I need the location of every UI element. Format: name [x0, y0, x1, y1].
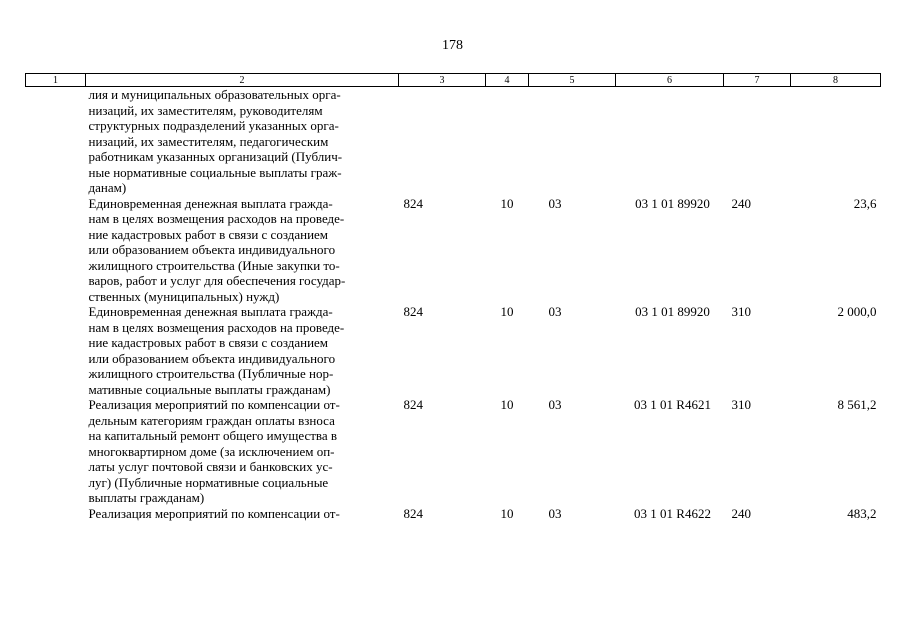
description-line: Реализация мероприятий по компенсации от-: [88, 505, 340, 521]
target-article-cell: 03 1 01 89920: [635, 195, 710, 211]
description-line: данам): [88, 180, 127, 195]
description-line: ние кадастровых работ в связи с созданием: [88, 335, 329, 350]
description-line: многоквартирном доме (за исключением оп-: [88, 443, 335, 459]
amount-cell: 8 561,2: [837, 397, 877, 412]
description-line: ственных (муниципальных) нужд): [88, 288, 280, 304]
description-line: или образованием объекта индивидуального: [88, 350, 336, 366]
target-article-cell: 03 1 01 R4622: [634, 505, 711, 521]
section-code-cell: 10: [500, 505, 514, 521]
description-cell: [86, 304, 399, 397]
column-number-8: 8: [791, 74, 881, 87]
description-line: ные нормативные социальные выплаты граж-: [88, 164, 342, 180]
budget-table: [25, 73, 881, 521]
expense-type-cell: 310: [731, 397, 751, 412]
target-article-cell: 03 1 01 R4621: [634, 397, 711, 412]
amount-cell: 483,2: [847, 505, 877, 521]
target-article-cell: 03 1 01 89920: [635, 304, 710, 319]
description-cell: [86, 196, 399, 305]
column-number-1: 1: [26, 74, 86, 87]
subsection-code-cell: [529, 87, 616, 196]
description-line: работникам указанных организаций (Публич-: [88, 149, 343, 164]
description-line: жилищного строительства (Иные закупки то-: [88, 257, 340, 273]
subsection-code-cell: 03: [548, 195, 562, 211]
row-index-cell: [26, 87, 86, 196]
description-line: Реализация мероприятий по компенсации от-: [88, 397, 340, 412]
description-cell: [86, 87, 399, 196]
description-line: варов, работ и услуг для обеспечения государ-: [88, 273, 346, 288]
description-line: мативные социальные выплаты гражданам): [88, 381, 331, 397]
table-row: [26, 304, 881, 397]
description-line: структурных подразделений указанных орга-: [88, 118, 339, 133]
description-cell: [86, 506, 399, 522]
ministry-code-cell: 824: [403, 397, 423, 412]
table-row: [26, 397, 881, 506]
description-line: низаций, их заместителям, педагогическим: [88, 133, 329, 149]
section-code-cell: 10: [500, 397, 514, 412]
subsection-code-cell: 03: [548, 304, 562, 319]
row-index-cell: [26, 196, 86, 305]
description-line: Единовременная денежная выплата гражда-: [88, 304, 333, 319]
description-line: выплаты гражданам): [88, 490, 205, 505]
description-line: луг) (Публичные нормативные социальные: [88, 474, 329, 490]
row-index-cell: [26, 506, 86, 522]
description-line: латы услуг почтовой связи и банковских ус-: [88, 459, 333, 474]
amount-cell: 23,6: [853, 195, 877, 211]
ministry-code-cell: [399, 87, 486, 196]
table-row: [26, 87, 881, 196]
subsection-code-cell: 03: [548, 505, 562, 521]
column-number-row: [26, 74, 881, 87]
column-number-4: 4: [486, 74, 529, 87]
description-line: жилищного строительства (Публичные нор-: [88, 366, 334, 381]
expense-type-cell: 240: [731, 195, 751, 211]
description-line: дельным категориям граждан оплаты взноса: [88, 412, 335, 428]
expense-type-cell: 240: [731, 505, 751, 521]
ministry-code-cell: 824: [403, 304, 423, 319]
description-line: нам в целях возмещения расходов на проведе-: [88, 211, 345, 226]
description-cell: [86, 397, 399, 506]
section-code-cell: [486, 87, 529, 196]
section-code-cell: 10: [500, 195, 514, 211]
description-line: Единовременная денежная выплата гражда-: [88, 195, 333, 211]
column-number-6: 6: [616, 74, 724, 87]
expense-type-cell: 310: [731, 304, 751, 319]
section-code-cell: 10: [500, 304, 514, 319]
table-row: [26, 196, 881, 305]
description-line: на капитальный ремонт общего имущества в: [88, 428, 338, 443]
amount-cell: [791, 87, 881, 196]
description-line: низаций, их заместителям, руководителям: [88, 102, 323, 118]
table-row: [26, 506, 881, 522]
expense-type-cell: [724, 87, 791, 196]
description-line: ние кадастровых работ в связи с созданием: [88, 226, 329, 242]
target-article-cell: [616, 87, 724, 196]
ministry-code-cell: 824: [403, 505, 423, 521]
ministry-code-cell: 824: [403, 195, 423, 211]
description-line: лия и муниципальных образовательных орга-: [88, 87, 341, 102]
description-line: или образованием объекта индивидуального: [88, 242, 336, 257]
row-index-cell: [26, 397, 86, 506]
column-number-2: 2: [86, 74, 399, 87]
row-index-cell: [26, 304, 86, 397]
description-line: нам в целях возмещения расходов на проведе-: [88, 319, 345, 335]
amount-cell: 2 000,0: [837, 304, 877, 319]
column-number-3: 3: [399, 74, 486, 87]
subsection-code-cell: 03: [548, 397, 562, 412]
column-number-7: 7: [724, 74, 791, 87]
table-body: [26, 87, 881, 522]
page-number: 178: [442, 38, 463, 53]
column-number-5: 5: [529, 74, 616, 87]
